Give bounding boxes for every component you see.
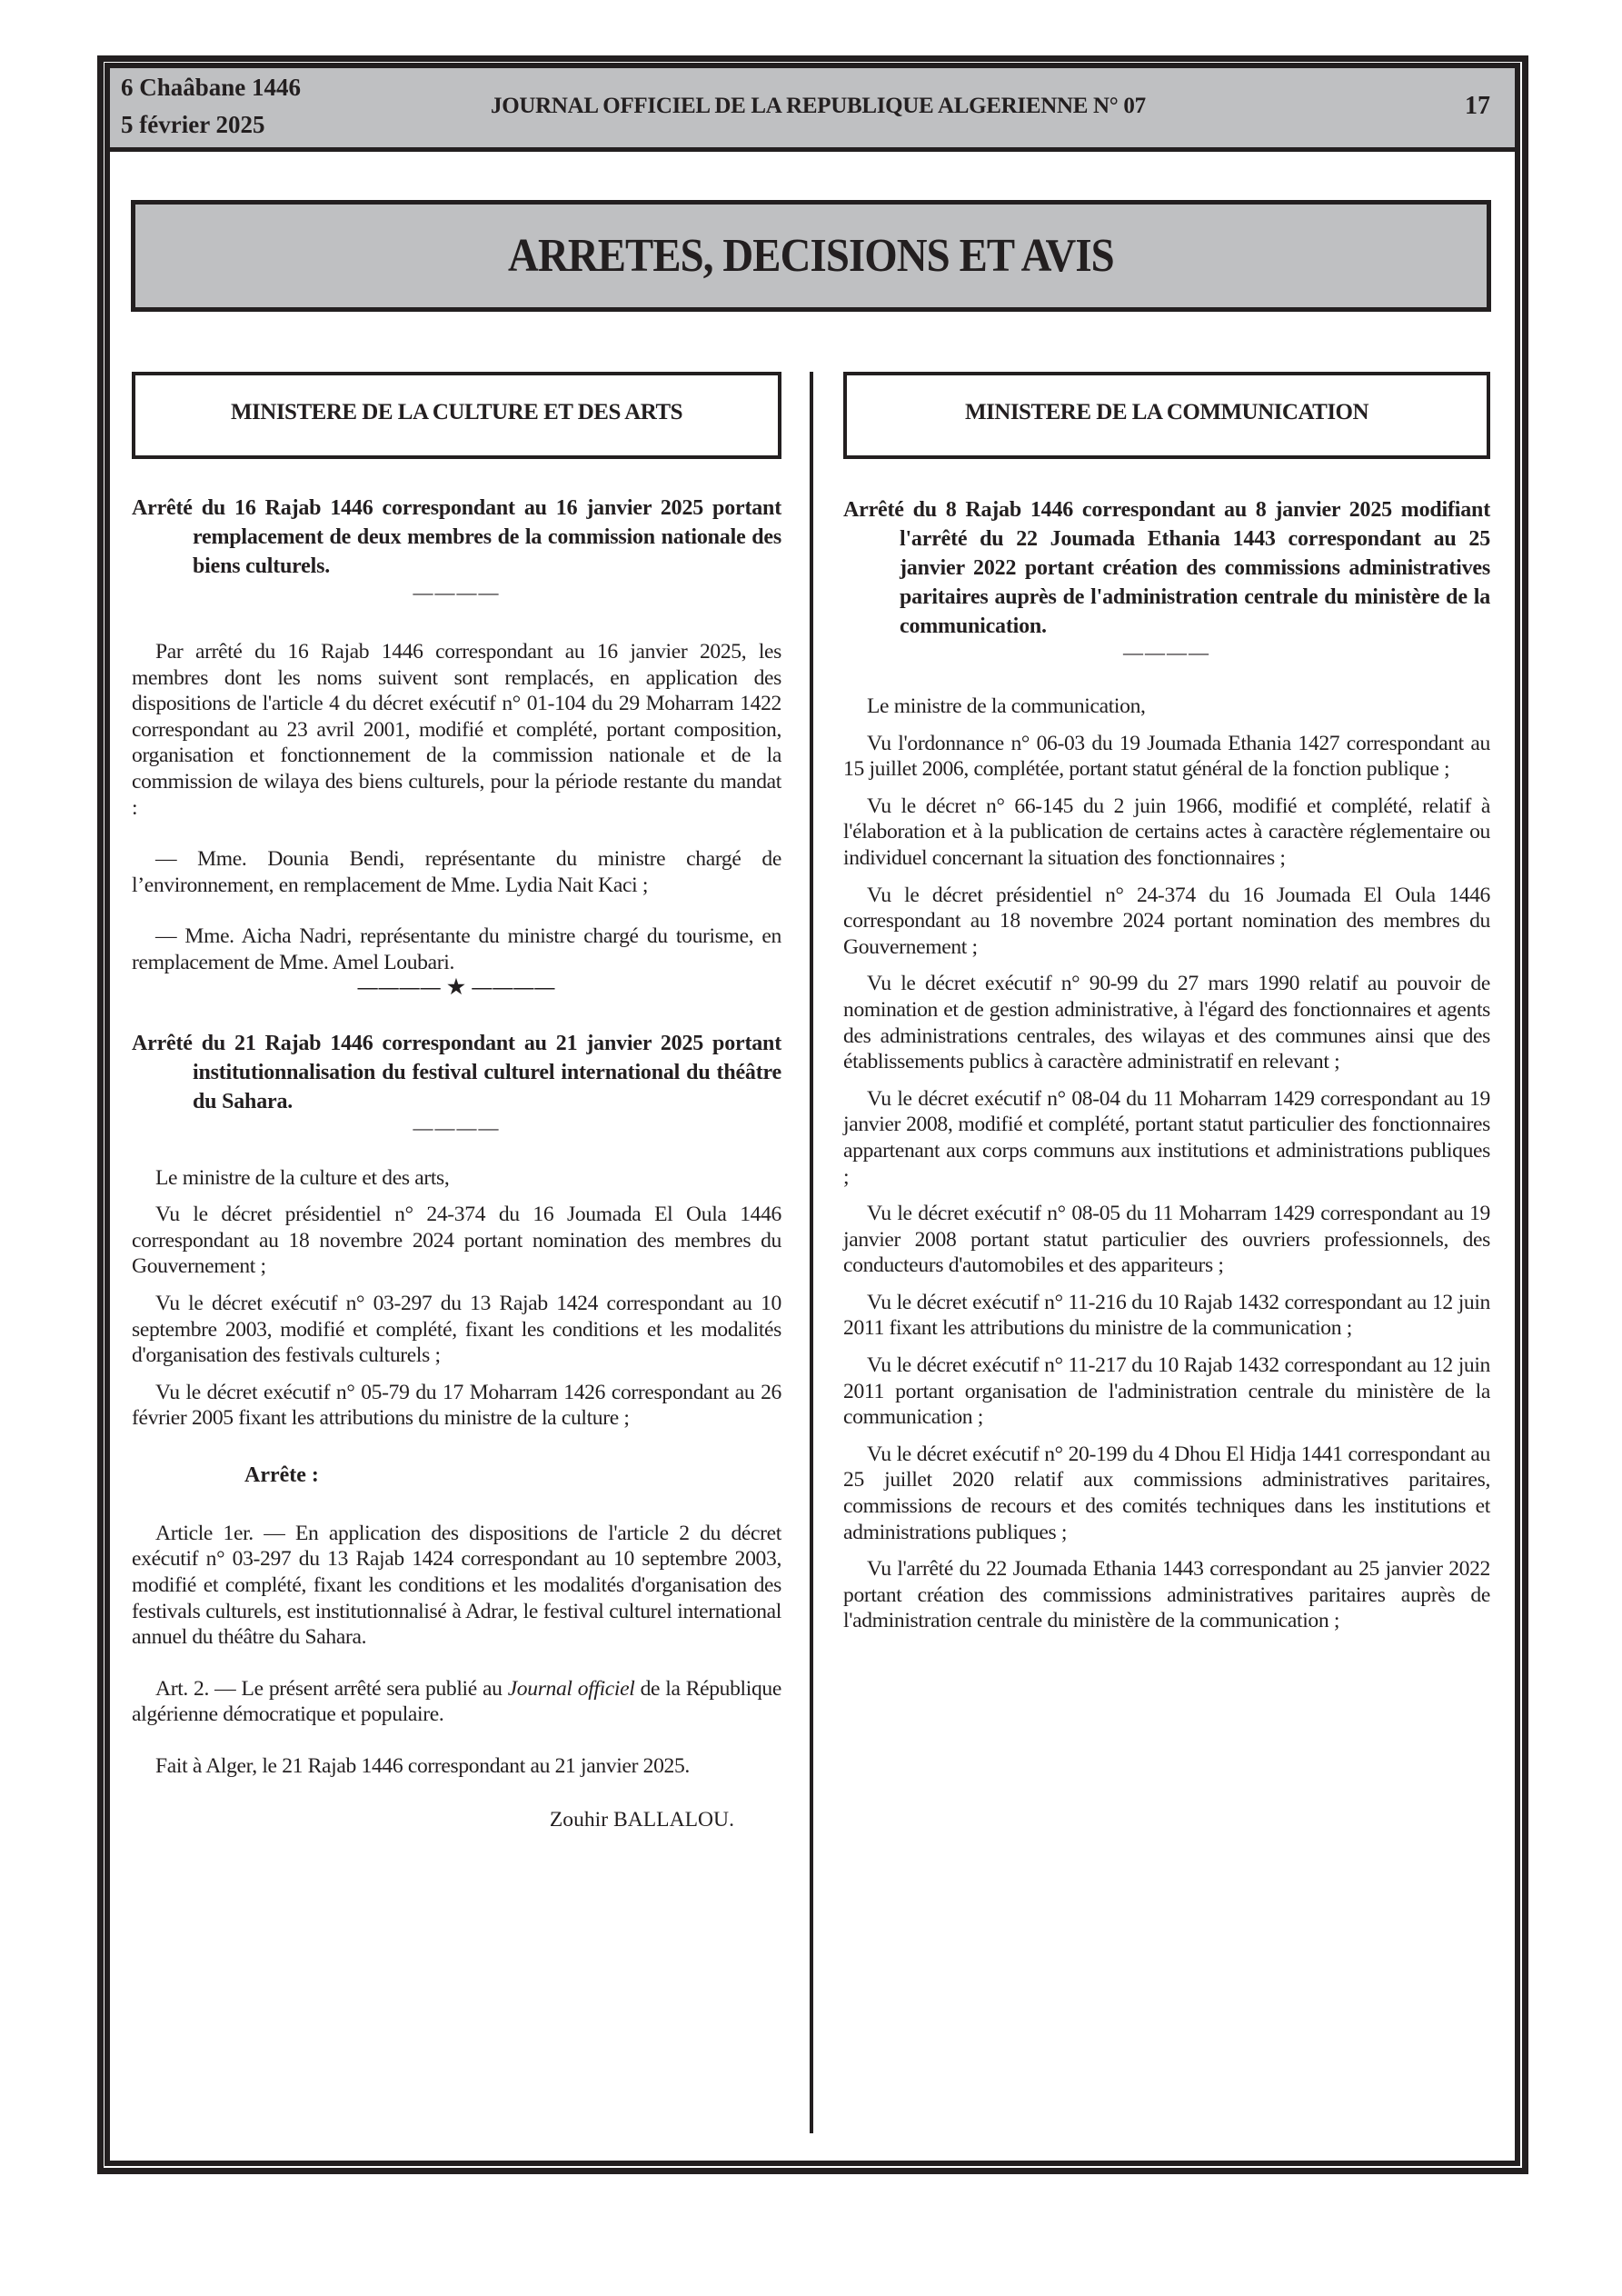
visa-paragraph: Vu le décret exécutif n° 05-79 du 17 Moharram 1426 correspondant au 26 février 2005 fixant les attributions du ministre de la culture ; <box>132 1380 781 1431</box>
done-at-paragraph: Fait à Alger, le 21 Rajab 1446 correspondant au 21 janvier 2025. <box>155 1754 690 1779</box>
visa-paragraph: Vu le décret exécutif n° 20-199 du 4 Dhou El Hidja 1441 correspondant au 25 juillet 2020 relatif aux commissions administratives paritaires, commissions de recours et des comités techniques dans les institutions et administrations publiques ; <box>843 1442 1490 1544</box>
right-column <box>843 372 1490 1634</box>
header-hijri-date: 6 Chaâbane 1446 <box>121 74 302 101</box>
visa-paragraph: Vu le décret présidentiel n° 24-374 du 16 Joumada El Oula 1446 correspondant au 18 novembre 2024 portant nomination des membres du Gouvernement ; <box>132 1203 781 1279</box>
short-separator: ———— <box>413 1115 501 1139</box>
arrete-heading: Arrêté du 8 Rajab 1446 correspondant au 8 janvier 2025 modifiant l'arrêté du 22 Joumada Ethania 1443 correspondant au 25 janvier 2022 portant création des commissions administratives paritaires auprès de l'administration centrale du ministère de la communication. <box>843 498 1490 638</box>
visa-paragraph: Vu le décret exécutif n° 11-216 du 10 Rajab 1432 correspondant au 12 juin 2011 fixant les attributions du ministre de la communication ; <box>843 1290 1490 1341</box>
body-paragraph: — Mme. Dounia Bendi, représentante du ministre chargé de l’environnement, en remplacement de Mme. Lydia Nait Kaci ; <box>132 847 781 897</box>
body-paragraph: — Mme. Aicha Nadri, représentante du ministre chargé du tourisme, en remplacement de Mme. Amel Loubari. <box>132 924 781 974</box>
header-journal-title: JOURNAL OFFICIEL DE LA REPUBLIQUE ALGERIENNE N° 07 <box>491 94 1146 118</box>
short-separator: ———— <box>413 581 501 604</box>
signature: Zouhir BALLALOU. <box>549 1807 734 1832</box>
ministry-box-communication <box>843 372 1490 459</box>
left-column <box>132 372 781 1832</box>
body-paragraph: Par arrêté du 16 Rajab 1446 correspondant au 16 janvier 2025, les membres dont les noms suivent sont remplacés, en application des dispositions de l'article 4 du décret exécutif n° 01-104 du 29 Moharram 1422 correspondant au 23 avril 2001, modifié et complété, portant composition, organisation et fonctionnement de la commission nationale et de la commission de wilaya des biens culturels, pour la période restante du mandat : <box>132 640 781 820</box>
arrete-heading: Arrêté du 16 Rajab 1446 correspondant au 16 janvier 2025 portant remplacement de deux membres de la commission nationale des biens culturels. <box>132 496 781 578</box>
ministry-title: MINISTERE DE LA CULTURE ET DES ARTS <box>230 400 683 424</box>
visa-paragraph: Vu l'ordonnance n° 06-03 du 19 Joumada Ethania 1427 correspondant au 15 juillet 2006, complétée, portant statut général de la fonction publique ; <box>843 731 1490 782</box>
ministry-box-culture <box>132 372 781 459</box>
column-divider <box>810 372 813 2133</box>
visa-paragraph: Vu le décret exécutif n° 03-297 du 13 Rajab 1424 correspondant au 10 septembre 2003, modifié et complété, fixant les conditions et les modalités d'organisation des festivals culturels ; <box>132 1291 781 1368</box>
short-separator: ———— <box>1123 641 1210 664</box>
journal-officiel-italic: Journal officiel <box>507 1676 635 1701</box>
visa-paragraph: Vu le décret présidentiel n° 24-374 du 16 Joumada El Oula 1446 correspondant au 18 novembre 2024 portant nomination des membres du Gouvernement ; <box>843 883 1490 959</box>
article-2-text: Art. 2. — Le présent arrêté sera publié au <box>155 1676 508 1701</box>
intro-paragraph: Le ministre de la culture et des arts, <box>155 1165 450 1190</box>
section-title-box <box>131 200 1491 312</box>
visa-paragraph: Vu le décret exécutif n° 90-99 du 27 mars 1990 relatif au pouvoir de nomination et de gestion administrative, à l'égard des fonctionnaires et agents des administrations centrales, des wilayas et des communes ainsi que des établissements publics à caractère administratif en relevant ; <box>843 972 1490 1074</box>
article-2-text-end: de la République algérienne démocratique et populaire. <box>132 1676 781 1727</box>
arrete-label: Arrête : <box>244 1462 319 1487</box>
visa-paragraph: Vu l'arrêté du 22 Joumada Ethania 1443 correspondant au 25 janvier 2022 portant création des commissions administratives paritaires auprès de l'administration centrale du ministère de la communication ; <box>843 1557 1490 1633</box>
header-page-number: 17 <box>1465 92 1490 120</box>
star-separator <box>132 976 781 998</box>
intro-paragraph: Le ministre de la communication, <box>867 694 1146 718</box>
star-separator-text: ———— ★ ———— <box>357 974 556 998</box>
visa-paragraph: Vu le décret exécutif n° 08-04 du 11 Moharram 1429 correspondant au 19 janvier 2008, modifié et complété, portant statut particulier des fonctionnaires appartenant aux corps communs aux institutions et administrations publiques ; <box>843 1086 1490 1189</box>
arrete-heading: Arrêté du 21 Rajab 1446 correspondant au 21 janvier 2025 portant institutionnalisation du festival culturel international du théâtre du Sahara. <box>132 1031 781 1113</box>
section-title: ARRETES, DECISIONS ET AVIS <box>508 230 1114 282</box>
article-2 <box>132 1676 781 1728</box>
article-1: Article 1er. — En application des dispositions de l'article 2 du décret exécutif n° 03-297 du 13 Rajab 1424 correspondant au 10 septembre 2003, modifié et complété, fixant les conditions et les modalités d'organisation des festivals culturels, est institutionnalisé à Adrar, le festival culturel international annuel du théâtre du Sahara. <box>132 1521 781 1650</box>
ministry-title: MINISTERE DE LA COMMUNICATION <box>964 400 1369 424</box>
header-gregorian-date: 5 février 2025 <box>121 111 265 138</box>
visa-paragraph: Vu le décret exécutif n° 11-217 du 10 Rajab 1432 correspondant au 12 juin 2011 portant organisation de l'administration centrale du ministère de la communication ; <box>843 1353 1490 1430</box>
visa-paragraph: Vu le décret n° 66-145 du 2 juin 1966, modifié et complété, relatif à l'élaboration et à la publication de certains actes à caractère réglementaire ou individuel concernant la situation des fonctionnaires ; <box>843 794 1490 870</box>
visa-paragraph: Vu le décret exécutif n° 08-05 du 11 Moharram 1429 correspondant au 19 janvier 2008 portant statut particulier des ouvriers professionnels, des conducteurs d'automobiles et des appariteurs ; <box>843 1202 1490 1278</box>
